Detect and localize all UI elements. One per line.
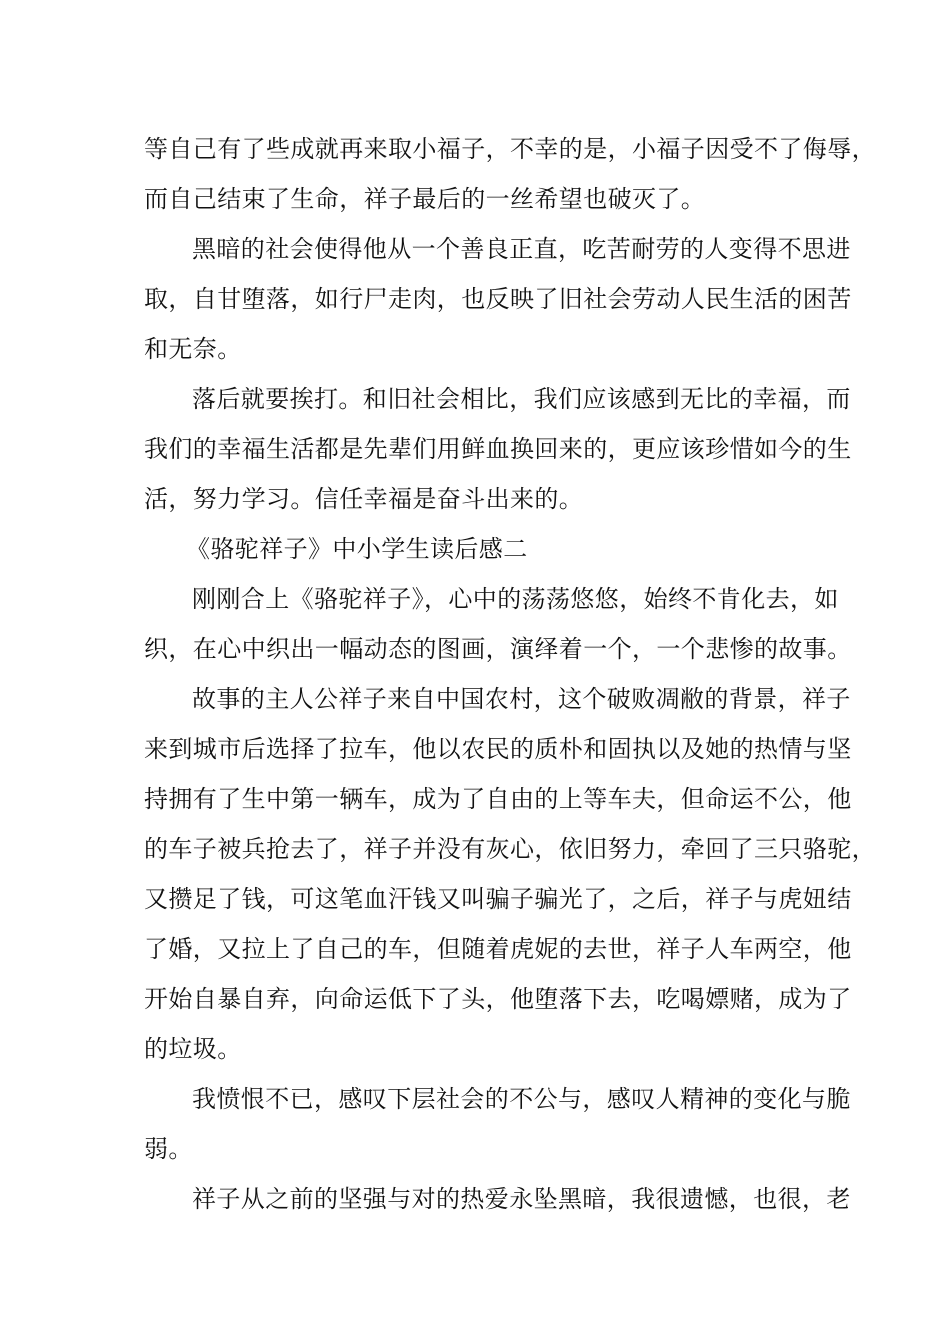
text-line-14: 持拥有了生中第一辆车，成为了自由的上等车夫，但命运不公，他 (144, 785, 852, 813)
text-line-19: 的垃圾。 (144, 1035, 242, 1063)
text-line-15: 的车子被兵抢去了，祥子并没有灰心，依旧努力，牵回了三只骆驼， (144, 835, 876, 863)
paragraph-start-line: 刚刚合上《骆驼祥子》，心中的荡荡悠悠，始终不肯化去，如 (192, 585, 839, 613)
text-line-2: 而自己结束了生命，祥子最后的一丝希望也破灭了。 (144, 185, 706, 213)
text-line-11: 织，在心中织出一幅动态的图画，演绎着一个，一个悲惨的故事。 (144, 635, 852, 663)
text-line-7: 我们的幸福生活都是先辈们用鲜血换回来的，更应该珍惜如今的生 (144, 435, 852, 463)
section-heading: 《骆驼祥子》中小学生读后感二 (186, 535, 528, 563)
paragraph-start-line: 我愤恨不已，感叹下层社会的不公与，感叹人精神的变化与脆 (192, 1085, 851, 1113)
paragraph-start-line: 祥子从之前的坚强与对的热爱永坠黑暗，我很遗憾，也很，老 (192, 1185, 851, 1213)
text-line-17: 了婚，又拉上了自己的车，但随着虎妮的去世，祥子人车两空，他 (144, 935, 852, 963)
paragraph-start-line: 故事的主人公祥子来自中国农村，这个破败凋敝的背景，祥子 (192, 685, 851, 713)
text-line-5: 和无奈。 (144, 335, 242, 363)
text-line-8: 活，努力学习。信任幸福是奋斗出来的。 (144, 485, 584, 513)
text-line-18: 开始自暴自弃，向命运低下了头，他堕落下去，吃喝嫖赌，成为了 (144, 985, 852, 1013)
text-line-4: 取，自甘堕落，如行尸走肉，也反映了旧社会劳动人民生活的困苦 (144, 285, 852, 313)
paragraph-start-line: 黑暗的社会使得他从一个善良正直，吃苦耐劳的人变得不思进 (192, 235, 851, 263)
paragraph-start-line: 落后就要挨打。和旧社会相比，我们应该感到无比的幸福，而 (192, 385, 851, 413)
text-line-13: 来到城市后选择了拉车，他以农民的质朴和固执以及她的热情与坚 (144, 735, 852, 763)
text-line-21: 弱。 (144, 1135, 193, 1163)
text-line-16: 又攒足了钱，可这笔血汗钱又叫骗子骗光了，之后，祥子与虎妞结 (144, 885, 852, 913)
text-line-1: 等自己有了些成就再来取小福子，不幸的是，小福子因受不了侮辱， (144, 135, 876, 163)
